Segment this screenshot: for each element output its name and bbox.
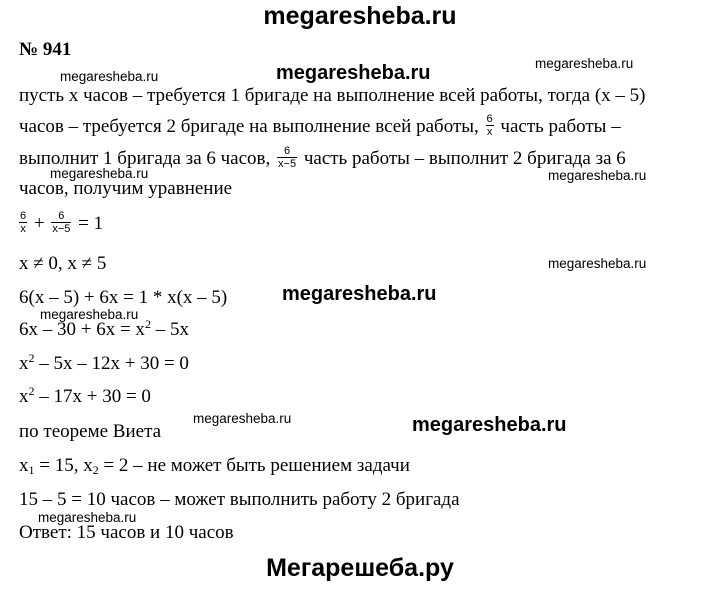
roots-rest: = 2 – не может быть решением задачи bbox=[98, 455, 410, 476]
watermark: megaresheba.ru bbox=[40, 307, 139, 322]
equation-fraction-2 bbox=[51, 210, 71, 235]
step-1: 6(х – 5) + 6х = 1 * х(х – 5) bbox=[19, 287, 228, 308]
roots-x1: х bbox=[19, 455, 29, 476]
equation-plus: + bbox=[33, 213, 45, 234]
watermark: megaresheba.ru bbox=[38, 510, 137, 525]
equation-line bbox=[19, 212, 103, 237]
step3-a: х bbox=[19, 353, 29, 374]
fraction-numerator: 6 bbox=[58, 210, 65, 223]
fraction-denominator: x−5 bbox=[52, 223, 71, 236]
roots-line bbox=[19, 454, 410, 478]
fraction-denominator: x bbox=[20, 223, 26, 236]
watermark: megaresheba.ru bbox=[535, 56, 634, 71]
line3-text-a: выполнит 1 бригада за 6 часов, bbox=[19, 148, 271, 169]
watermark-bold: megaresheba.ru bbox=[276, 62, 431, 84]
equation-fraction-1 bbox=[19, 210, 27, 235]
step4-exponent: 2 bbox=[28, 384, 35, 398]
site-footer: Мегарешеба.ру bbox=[266, 554, 454, 582]
roots-sub-2: 2 bbox=[92, 463, 99, 477]
site-header: megaresheba.ru bbox=[263, 2, 457, 30]
fraction-numerator: 6 bbox=[283, 145, 291, 158]
line2-text-b: часть работы – bbox=[500, 116, 621, 137]
step2-b: – 5х bbox=[150, 319, 189, 340]
fraction-numerator: 6 bbox=[486, 113, 493, 126]
roots-eq-1: = 15, х bbox=[34, 455, 93, 476]
watermark: megaresheba.ru bbox=[50, 166, 149, 181]
fraction-6-over-x-minus-5 bbox=[277, 145, 297, 170]
step2-exponent: 2 bbox=[144, 317, 151, 331]
line3-text-b: часть работы – выполнит 2 бригада за 6 bbox=[303, 148, 626, 169]
equation-rhs: = 1 bbox=[78, 213, 104, 234]
step4-b: – 17х + 30 = 0 bbox=[34, 386, 151, 407]
fraction-denominator: x−5 bbox=[278, 158, 297, 171]
watermark: megaresheba.ru bbox=[193, 411, 292, 426]
domain-restriction: х ≠ 0, х ≠ 5 bbox=[19, 253, 107, 274]
fraction-denominator: x bbox=[486, 126, 493, 139]
watermark: megaresheba.ru bbox=[60, 69, 159, 84]
watermark-bold: megaresheba.ru bbox=[282, 283, 437, 305]
problem-line-4: часов, получим уравнение bbox=[19, 178, 233, 199]
vieta-line: по теореме Виета bbox=[19, 421, 162, 442]
step-4 bbox=[19, 385, 151, 409]
problem-line-1: пусть х часов – требуется 1 бригаде на выполнение всей работы, тогда (х – 5) bbox=[19, 85, 646, 106]
step3-b: – 5х – 12х + 30 = 0 bbox=[34, 353, 189, 374]
watermark-bold: megaresheba.ru bbox=[412, 414, 567, 436]
step4-a: х bbox=[19, 386, 29, 407]
problem-number: № 941 bbox=[19, 39, 72, 60]
step2-a: 6х – 30 + 6х = х bbox=[19, 319, 145, 340]
step-3 bbox=[19, 352, 189, 376]
fraction-numerator: 6 bbox=[20, 210, 27, 223]
line2-text-a: часов – требуется 2 бригаде на выполнение всей работы, bbox=[19, 116, 479, 137]
result-line: 15 – 5 = 10 часов – может выполнить работу 2 бригада bbox=[19, 489, 460, 510]
watermark: megaresheba.ru bbox=[548, 168, 647, 183]
fraction-6-over-x bbox=[486, 113, 494, 138]
problem-line-2 bbox=[19, 115, 621, 140]
roots-sub-1: 1 bbox=[28, 463, 35, 477]
step3-exponent: 2 bbox=[28, 351, 35, 365]
watermark: megaresheba.ru bbox=[548, 256, 647, 271]
answer-line: Ответ: 15 часов и 10 часов bbox=[19, 522, 234, 543]
